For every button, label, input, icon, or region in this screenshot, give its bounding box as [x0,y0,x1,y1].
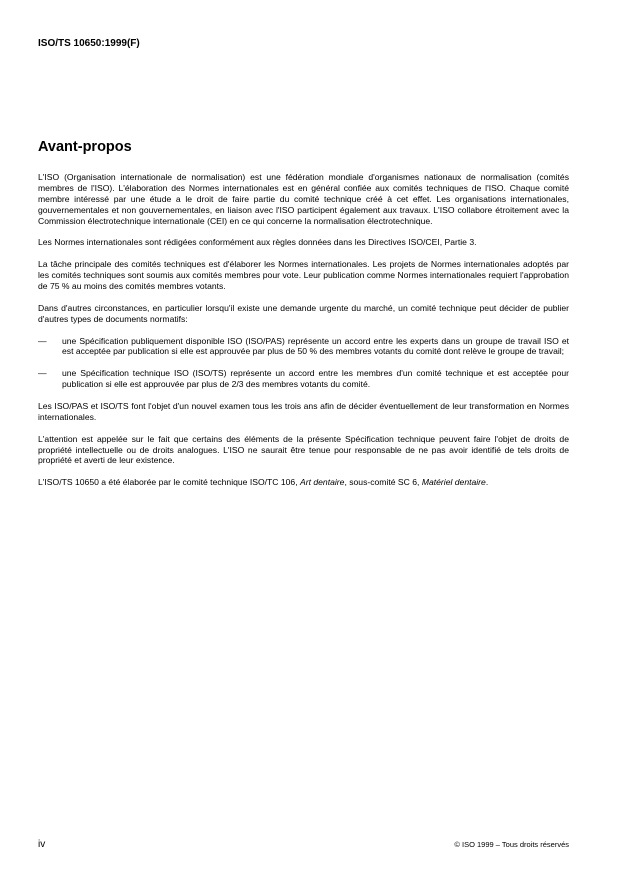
dash-bullet: — [38,368,47,379]
committee-title: Art dentaire [300,477,345,488]
paragraph-other-circumstances: Dans d'autres circonstances, en particulier lorsqu'il existe une demande urgente du marché, un comité technique peut décider de publier d'autres types de documents normatifs: [38,302,569,324]
copyright-notice: © ISO 1999 – Tous droits réservés [454,840,569,849]
committee-text-2: , sous-comité SC 6, [344,477,422,488]
foreword-body [38,172,569,499]
document-types-list [38,336,569,391]
paragraph-directives: Les Normes internationales sont rédigées conformément aux règles données dans les Directives ISO/CEI, Partie 3. [38,237,477,248]
list-item [38,336,569,358]
list-item [38,368,569,390]
list-item-text: une Spécification publiquement disponible ISO (ISO/PAS) représente un accord entre les experts dans un groupe de travail ISO et est acceptée par publication si elle est approuvée par plus de 50 % des membres votants du comité dont relève le groupe de travail; [62,335,569,357]
committee-text-3: . [485,477,489,488]
paragraph-patent-rights: L'attention est appelée sur le fait que certains des éléments de la présente Spécification technique peuvent faire l'objet de droits de propriété intellectuelle ou de droits analogues. L'ISO ne saurait être tenue pour responsable de ne pas avoir identifié de tels droits de propriété et averti de leur existence. [38,433,569,466]
paragraph-iso-organisation: L'ISO (Organisation internationale de normalisation) est une fédération mondiale d'organismes nationaux de normalisation (comités membres de l'ISO). L'élaboration des Normes internationales est en général confiée aux comités techniques de l'ISO. Chaque comité membre intéressé par une étude a le droit de faire partie du comité technique créé à cet effet. Les organisations internationales, gouvernementales et non gouvernementales, en liaison avec l'ISO participent également aux travaux. L'ISO collabore étroitement avec la Commission électrotechnique internationale (CEI) en ce qui concerne la normalisation électrotechnique. [38,172,569,226]
dash-bullet: — [38,335,47,346]
paragraph-main-task: La tâche principale des comités techniques est d'élaborer les Normes internationales. Les projets de Normes internationales adoptés par les comités techniques sont soumis aux comités membres pour vote. Leur publication comme Normes internationales requiert l'approbation de 75 % au moins des comités membres votants. [38,259,569,292]
paragraph-committee [38,477,569,488]
paragraph-review: Les ISO/PAS et ISO/TS font l'objet d'un nouvel examen tous les trois ans afin de décider éventuellement de leur transformation en Normes internationales. [38,400,569,422]
list-item-text: une Spécification technique ISO (ISO/TS) représente un accord entre les membres d'un comité technique et est acceptée pour publication si elle est approuvée par plus de 2/3 des membres votants du comité. [62,368,569,390]
subcommittee-title: Matériel dentaire [421,477,486,488]
document-id: ISO/TS 10650:1999(F) [38,38,140,49]
page-number: iv [38,839,46,850]
page-title: Avant-propos [38,139,132,155]
committee-text-1: L'ISO/TS 10650 a été élaborée par le comité technique ISO/TC 106, [38,477,300,488]
